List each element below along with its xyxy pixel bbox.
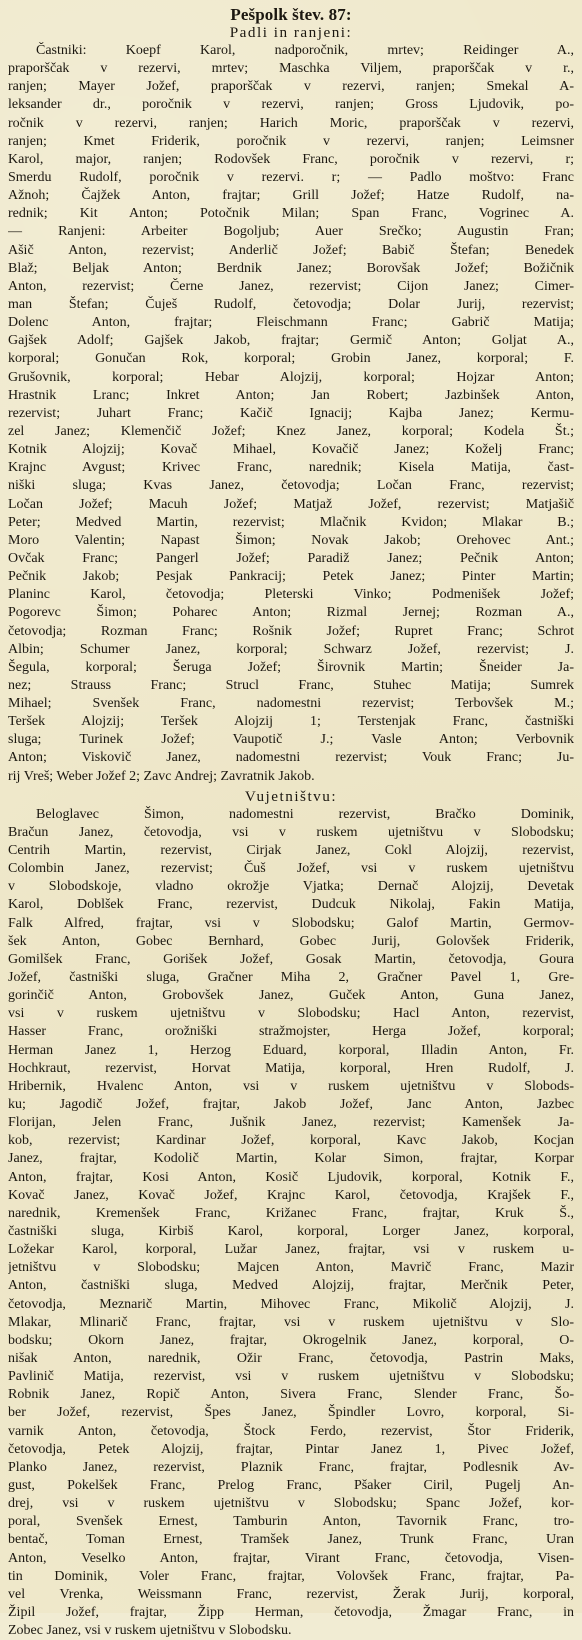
- text-line: Pavlinič Matija, rezervist, vsi v ruskem ujetništvu v Slobodsku;: [8, 1369, 574, 1385]
- section-fallen-wounded: [8, 24, 574, 786]
- text-line: ku; Jagodič Jožef, frajtar, Jakob Jožef, Janc Anton, Jazbec: [8, 1097, 574, 1113]
- text-line: Blaž; Beljak Anton; Berdnik Janez; Borovšak Jožef; Božičnik: [8, 260, 574, 276]
- text-line: sluga; Turinek Jožef; Vaupotič J.; Vasle Anton; Verbovnik: [8, 732, 574, 748]
- text-line: vel Vrenka, Weissmann Franc, rezervist, Žerak Jurij, korporal,: [8, 1586, 574, 1602]
- text-line: Šegula, korporal; Šeruga Jožef; Širovnik Martin; Šneider Ja-: [8, 659, 574, 675]
- text-line: Ovčak Franc; Pangerl Jožef; Paradiž Janez; Pečnik Anton;: [8, 550, 574, 566]
- section-body-captivity: [8, 806, 574, 1640]
- text-line: Žipil Jožef, frajtar, Žipp Herman, četovodja, Žmagar Franc, in: [8, 1604, 574, 1620]
- text-line: Beloglavec Šimon, nadomestni rezervist, Bračko Dominik,: [36, 806, 574, 822]
- text-line: Centrih Martin, rezervist, Cirjak Janez, Cokl Alojzij, rezervist,: [8, 843, 574, 859]
- text-line: tin Dominik, Voler Franc, frajtar, Volovšek Franc, frajtar, Pa-: [8, 1568, 574, 1584]
- text-line: gorinčič Anton, Grobovšek Janez, Guček Anton, Guna Janez,: [8, 988, 574, 1004]
- text-line: Hochkraut, rezervist, Horvat Matija, korporal, Hren Rudolf, J.: [8, 1060, 574, 1076]
- text-line: Zobec Janez, vsi v ruskem ujetništvu v Slobodsku.: [8, 1623, 292, 1639]
- text-line: bodsku; Okorn Janez, frajtar, Okrogelnik Janez, korporal, O-: [8, 1332, 574, 1348]
- text-line: Colombin Janez, rezervist; Čuš Jožef, vsi v ruskem ujetništvu: [8, 861, 574, 877]
- text-line: Anton; Viskovič Janez, nadomestni rezervist; Vouk Franc; Ju-: [8, 750, 574, 766]
- text-line: Moro Valentin; Napast Šimon; Novak Jakob; Orehovec Ant.;: [8, 532, 574, 548]
- text-line: Pogorevc Šimon; Poharec Anton; Rizmal Jernej; Rozman A.,: [8, 605, 574, 621]
- text-line: Kovač Janez, Kovač Jožef, Krajnc Karol, četovodja, Krajšek F.,: [8, 1187, 574, 1203]
- text-line: zel Janez; Klemenčič Jožef; Knez Janez, korporal; Kodela Št.;: [8, 423, 574, 439]
- text-line: rij Vreš; Weber Jožef 2; Zavc Andrej; Zavratnik Jakob.: [8, 768, 315, 784]
- text-line: Karol, major, ranjen; Rodovšek Franc, poročnik v rezervi, r;: [8, 151, 574, 167]
- text-line: Mlakar, Mlinarič Franc, frajtar, vsi v ruskem ujetništvu v Slo-: [8, 1314, 574, 1330]
- text-line: Anton, frajtar, Kosi Anton, Kosič Ljudovik, korporal, Kotnik F.,: [8, 1169, 574, 1185]
- text-line: šek Anton, Gobec Bernhard, Gobec Jurij, Golovšek Friderik,: [8, 933, 574, 949]
- text-line: Hribernik, Hvalenc Anton, vsi v ruskem ujetništvu v Slobods-: [8, 1078, 574, 1094]
- text-line: Gajšek Adolf; Gajšek Jakob, frajtar; Germič Anton; Goljat A.,: [8, 333, 574, 349]
- text-line: Ašič Anton, rezervist; Anderlič Jožef; Babič Štefan; Benedek: [8, 242, 574, 258]
- text-line: ročnik v rezervi, ranjen; Harich Moric, praporščak v rezervi,: [8, 115, 574, 131]
- text-line: Ažnoh; Čajžek Anton, frajtar; Grill Jožef; Hatze Rudolf, na-: [8, 188, 574, 204]
- text-line: Falk Alfred, frajtar, vsi v Slobodsku; Galof Martin, Germov-: [8, 915, 574, 931]
- text-line: man Štefan; Čuješ Rudolf, četovodja; Dolar Jurij, rezervist;: [8, 296, 574, 312]
- text-line: Kotnik Alojzij; Kovač Mihael, Kovačič Janez; Koželj Franc;: [8, 442, 574, 458]
- text-line: — Ranjeni: Arbeiter Bogoljub; Auer Srečko; Augustin Fran;: [8, 224, 574, 240]
- text-line: Teršek Alojzij; Teršek Alojzij 1; Terstenjak Franc, častniški: [8, 714, 574, 730]
- text-line: Ločan Jožef; Macuh Jožef; Matjaž Jožef, rezervist; Matjašič: [8, 496, 574, 512]
- section-captivity: [8, 788, 574, 1640]
- text-line: četovodja, Petek Alojzij, frajtar, Pintar Janez 1, Pivec Jožef,: [8, 1441, 574, 1457]
- text-line: ber Jožef, rezervist, Špes Janez, Špindler Lovro, korporal, Si-: [8, 1405, 574, 1421]
- text-line: Hasser Franc, orožniški stražmojster, Herga Jožef, korporal;: [8, 1024, 574, 1040]
- text-line: narednik, Kremenšek Franc, Križanec Franc, frajtar, Kruk Š.,: [8, 1205, 574, 1221]
- text-line: Gomilšek Franc, Gorišek Jožef, Gosak Martin, četovodja, Goura: [8, 951, 574, 967]
- text-line: kob, rezervist; Kardinar Jožef, korporal, Kavc Jakob, Kocjan: [8, 1133, 574, 1149]
- text-line: Florijan, Jelen Franc, Jušnik Janez, rezervist; Kamenšek Ja-: [8, 1115, 574, 1131]
- text-line: ranjen; Kmet Friderik, poročnik v rezervi, ranjen; Leimsner: [8, 133, 574, 149]
- text-line: Anton, Veselko Anton, frajtar, Virant Franc, četovodja, Visen-: [8, 1550, 574, 1566]
- text-line: poral, Svenšek Ernest, Tamburin Anton, Tavornik Franc, tro-: [8, 1514, 574, 1530]
- text-line: Grušovnik, korporal; Hebar Alojzij, korporal; Hojzar Anton;: [8, 369, 574, 385]
- text-line: četovodja; Rozman Franc; Rošnik Jožef; Rupret Franc; Schrot: [8, 623, 574, 639]
- section-body-fallen-wounded: [8, 42, 574, 786]
- text-line: Herman Janez 1, Herzog Eduard, korporal, Illadin Anton, Fr.: [8, 1042, 574, 1058]
- text-line: Hrastnik Lranc; Inkret Anton; Jan Robert; Jazbinšek Anton,: [8, 387, 574, 403]
- text-line: Planinc Karol, četovodja; Pleterski Vinko; Podmenišek Jožef;: [8, 587, 574, 603]
- text-line: vsi v ruskem ujetništvu v Slobodsku; Hacl Anton, rezervist,: [8, 1006, 574, 1022]
- text-line: Peter; Medved Martin, rezervist; Mlačnik Kvidon; Mlakar B.;: [8, 514, 574, 530]
- text-line: Častniki: Koepf Karol, nadporočnik, mrtev; Reidinger A.,: [36, 43, 574, 58]
- text-line: nišak Anton, narednik, Ožir Franc, četovodja, Pastrin Maks,: [8, 1350, 574, 1366]
- text-line: Anton, častniški sluga, Medved Alojzij, frajtar, Merčnik Peter,: [8, 1278, 574, 1294]
- text-line: Planko Janez, rezervist, Plaznik Franc, frajtar, Podlesnik Av-: [8, 1459, 574, 1475]
- text-line: drej, vsi v ruskem ujetništvu v Slobodsku; Spanc Jožef, kor-: [8, 1496, 574, 1512]
- text-line: gust, Pokelšek Franc, Prelog Franc, Pšaker Ciril, Pugelj An-: [8, 1477, 574, 1493]
- section-title-captivity: Vujetništvu:: [244, 787, 338, 805]
- text-line: Robnik Janez, Ropič Anton, Sivera Franc, Slender Franc, Šo-: [8, 1387, 574, 1403]
- text-line: ranjen; Mayer Jožef, praporščak v rezervi, ranjen; Smekal A-: [8, 79, 574, 95]
- article-column: [8, 6, 574, 1640]
- text-line: Anton, rezervist; Černe Janez, rezervist; Cijon Janez; Cimer-: [8, 278, 574, 294]
- text-line: jetništvu v Slobodsku; Majcen Anton, Mavrič Franc, Mazir: [8, 1260, 574, 1276]
- text-line: varnik Anton, četovodja, Štock Ferdo, rezervist, Štor Friderik,: [8, 1423, 574, 1439]
- text-line: častniški sluga, Kirbiš Karol, korporal, Lorger Janez, korporal,: [8, 1224, 574, 1239]
- text-line: Bračun Janez, četovodja, vsi v ruskem ujetništvu v Slobodsku;: [8, 824, 574, 840]
- text-line: Jožef, častniški sluga, Gračner Miha 2, Gračner Pavel 1, Gre-: [8, 970, 574, 986]
- text-line: praporščak v rezervi, mrtev; Maschka Viljem, praporščak v r.,: [8, 61, 574, 77]
- text-line: Pečnik Jakob; Pesjak Pankracij; Petek Janez; Pinter Martin;: [8, 569, 574, 585]
- text-line: leksander dr., poročnik v rezervi, ranjen; Gross Ljudovik, po-: [8, 97, 574, 113]
- text-line: niški sluga; Kvas Janez, četovodja; Ločan Franc, rezervist;: [8, 478, 574, 494]
- text-line: Dolenc Anton, frajtar; Fleischmann Franc; Gabrič Matija;: [8, 315, 574, 331]
- article-title: Pešpolk štev. 87:: [230, 5, 352, 24]
- text-line: v Slobodskoje, vladno okrožje Vjatka; Dernač Alojzij, Devetak: [8, 879, 574, 895]
- section-title-fallen-wounded: Padli in ranjeni:: [229, 24, 353, 41]
- text-line: četovodja, Meznarič Martin, Mihovec Franc, Mikolič Alojzij, J.: [8, 1296, 574, 1312]
- text-line: nez; Strauss Franc; Strucl Franc, Stuhec Matija; Sumrek: [8, 677, 574, 693]
- text-line: Mihael; Svenšek Franc, nadomestni rezervist; Terbovšek M.;: [8, 696, 574, 712]
- text-line: korporal; Gonučan Rok, korporal; Grobin Janez, korporal; F.: [8, 351, 574, 367]
- text-line: rezervist; Juhart Franc; Kačič Ignacij; Kajba Janez; Kermu-: [8, 405, 574, 421]
- text-line: rednik; Kit Anton; Potočnik Milan; Span Franc, Vogrinec A.: [8, 206, 574, 222]
- text-line: Karol, Doblšek Franc, rezervist, Dudcuk Nikolaj, Fakin Matija,: [8, 897, 574, 913]
- text-line: Janez, frajtar, Kodolič Martin, Kolar Simon, frajtar, Korpar: [8, 1151, 574, 1167]
- text-line: Krajnc Avgust; Krivec Franc, narednik; Kisela Matija, čast-: [8, 460, 574, 476]
- text-line: Albin; Schumer Janez, korporal; Schwarz Jožef, rezervist; J.: [8, 641, 574, 657]
- text-line: Ložekar Karol, korporal, Lužar Janez, frajtar, vsi v ruskem u-: [8, 1242, 574, 1258]
- text-line: bentač, Toman Ernest, Tramšek Janez, Trunk Franc, Uran: [8, 1532, 574, 1548]
- text-line: Smerdu Rudolf, poročnik v rezervi. r; — Padlo moštvo: Franc: [8, 169, 574, 185]
